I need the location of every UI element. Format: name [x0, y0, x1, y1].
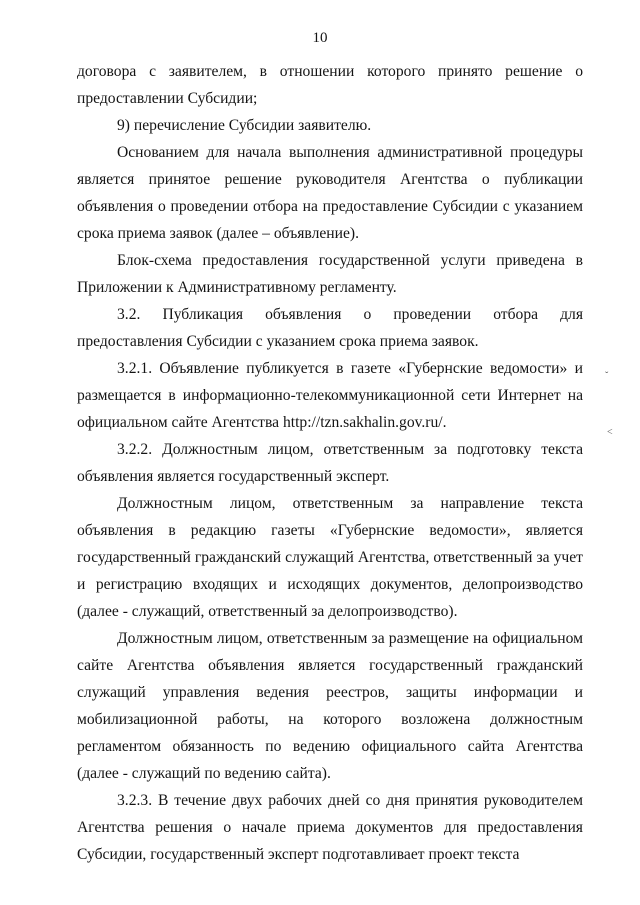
paragraph-flowchart: Блок-схема предоставления государственной услуги приведена в Приложении к Административному регламенту. — [77, 252, 583, 296]
paragraph-responsible-website: Должностным лицом, ответственным за размещение на официальном сайте Агентства объявления является государственный гражданский служащий управления ведения реестров, защиты информации и мобилизационной работы, на которого возложена должностным регламентом обязанность по ведению официального сайта Агентства (далее - служащий по ведению сайта). — [77, 630, 583, 782]
document-body — [77, 58, 583, 868]
scan-speck: ˇ — [605, 371, 609, 382]
paragraph-section-3-2-1: 3.2.1. Объявление публикуется в газете «Губернские ведомости» и размещается в информационно-телекоммуникационной сети Интернет на официальном сайте Агентства http://tzn.sakhalin.gov.ru/. — [77, 360, 583, 431]
paragraph-section-3-2: 3.2. Публикация объявления о проведении отбора для предоставления Субсидии с указанием срока приема заявок. — [77, 306, 583, 350]
paragraph-procedure-basis: Основанием для начала выполнения административной процедуры является принятое решение руководителя Агентства о публикации объявления о проведении отбора на предоставление Субсидии с указанием срока приема заявок (далее – объявление). — [77, 144, 583, 242]
paragraph-item-9: 9) перечисление Субсидии заявителю. — [117, 117, 372, 134]
paragraph-contract-continuation: договора с заявителем, в отношении которого принято решение о предоставлении Субсидии; — [77, 63, 583, 107]
paragraph-section-3-2-2: 3.2.2. Должностным лицом, ответственным за подготовку текста объявления является государственный эксперт. — [77, 441, 583, 485]
scan-speck: ˂ — [607, 427, 613, 438]
paragraph-responsible-newspaper: Должностным лицом, ответственным за направление текста объявления в редакцию газеты «Губернские ведомости», является государственный гражданский служащий Агентства, ответственный за учет и регистрацию входящих и исходящих документов, делопроизводство (далее - служащий, ответственный за делопроизводство). — [77, 495, 583, 620]
page-number: 10 — [312, 30, 328, 46]
paragraph-section-3-2-3: 3.2.3. В течение двух рабочих дней со дня принятия руководителем Агентства решения о начале приема документов для предоставления Субсидии, государственный эксперт подготавливает проект текста — [77, 792, 583, 863]
